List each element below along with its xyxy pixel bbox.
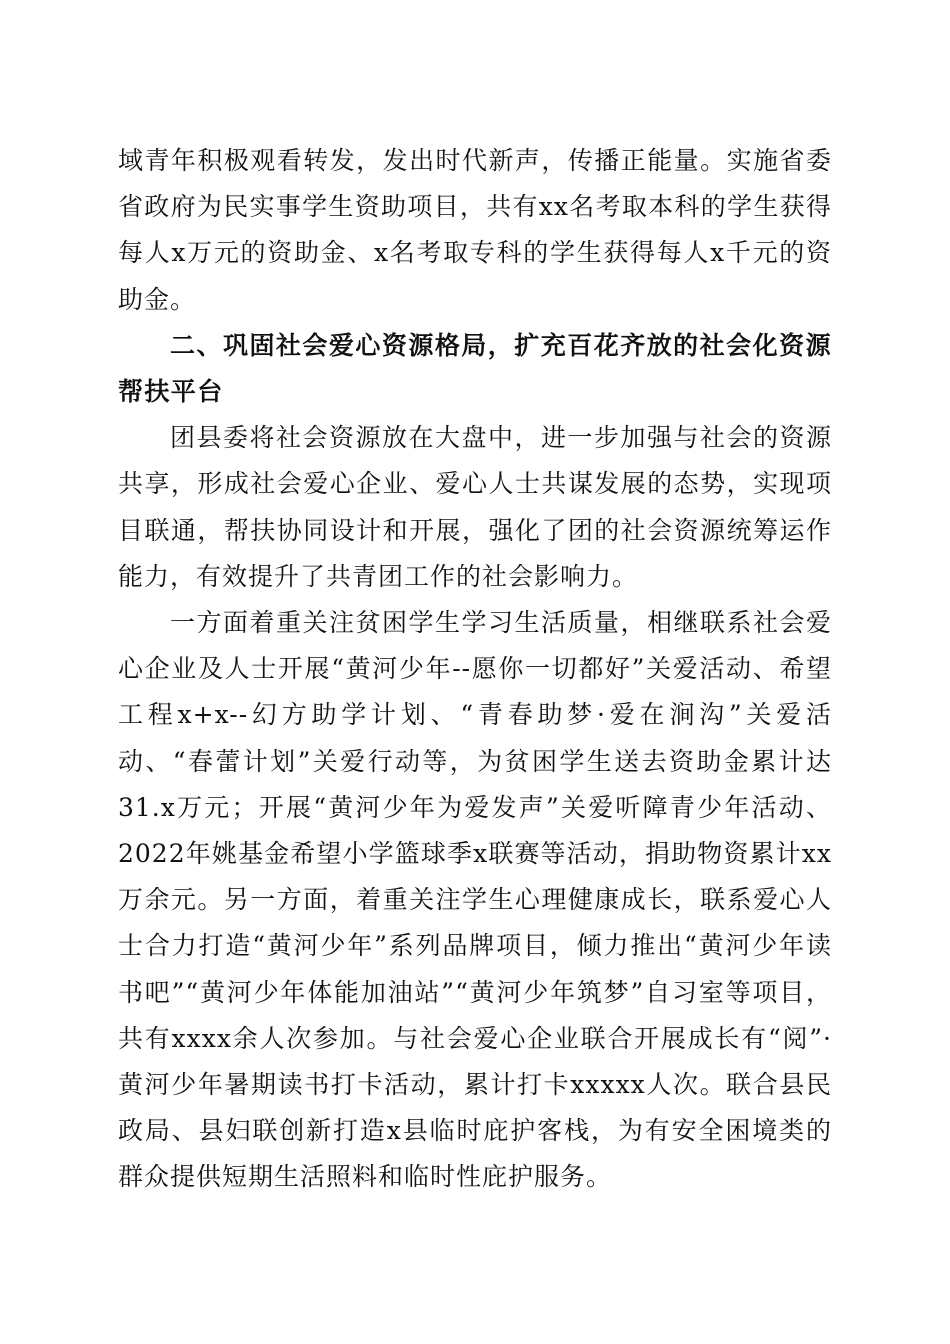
paragraph-overview: 团县委将社会资源放在大盘中，进一步加强与社会的资源共享，形成社会爱心企业、爱心人士共谋发展的态势，实现项目联通，帮扶协同设计和开展，强化了团的社会资源统筹运作能力，有效提升了共青团工作的社会影响力。 bbox=[118, 423, 832, 591]
paragraph-details: 一方面着重关注贫困学生学习生活质量，相继联系社会爱心企业及人士开展“黄河少年--愿你一切都好”关爱活动、希望工程x+x--幻方助学计划、“青春助梦·爱在涧沟”关爱活动、“春蕾计划”关爱行动等，为贫困学生送去资助金累计达31.x万元；开展“黄河少年为爱发声”关爱听障青少年活动、2022年姚基金希望小学篮球季x联赛等活动，捐助物资累计xx万余元。另一方面，着重关注学生心理健康成长，联系爱心人士合力打造“黄河少年”系列品牌项目，倾力推出“黄河少年读书吧”“黄河少年体能加油站”“黄河少年筑梦”自习室等项目，共有xxxx余人次参加。与社会爱心企业联合开展成长有“阅”·黄河少年暑期读书打卡活动，累计打卡xxxxx人次。联合县民政局、县妇联创新打造x县临时庇护客栈，为有安全困境类的群众提供短期生活照料和临时性庇护服务。 bbox=[118, 608, 832, 1192]
paragraph-continued: 域青年积极观看转发，发出时代新声，传播正能量。实施省委省政府为民实事学生资助项目，共有xx名考取本科的学生获得每人x万元的资助金、x名考取专科的学生获得每人x千元的资助金。 bbox=[118, 146, 832, 314]
document-body bbox=[118, 138, 832, 1201]
section-heading: 二、巩固社会爱心资源格局，扩充百花齐放的社会化资源帮扶平台 bbox=[118, 330, 832, 407]
